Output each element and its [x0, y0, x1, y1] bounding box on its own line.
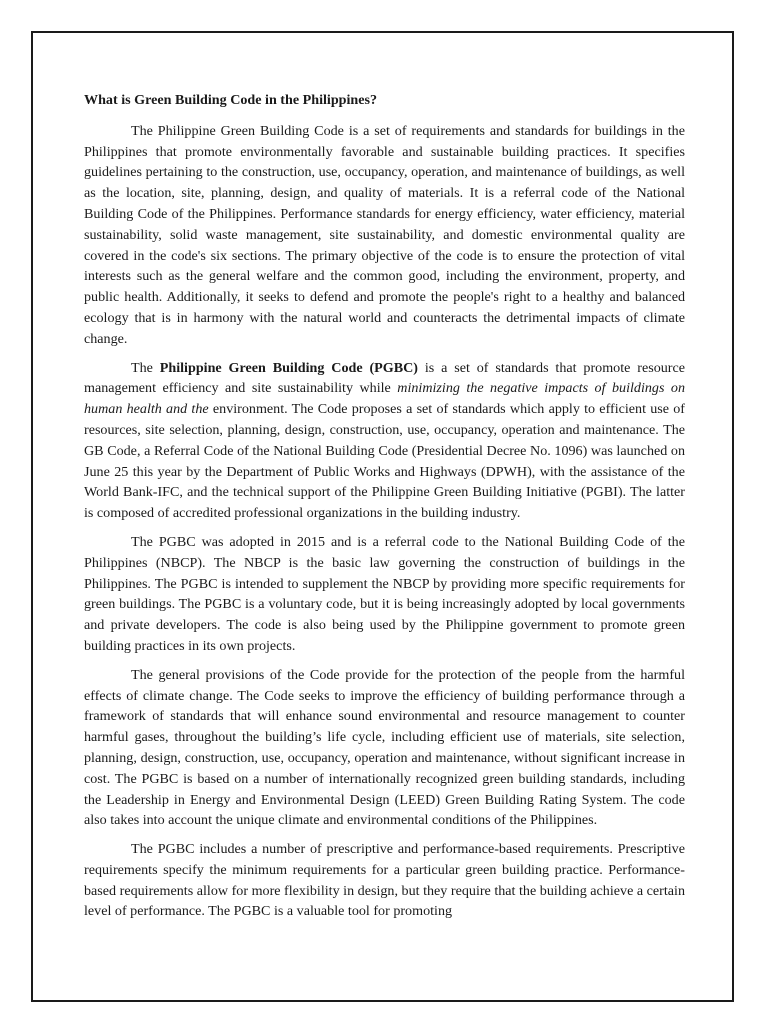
document-heading: What is Green Building Code in the Philippines? — [84, 92, 378, 108]
paragraph-2-rest: environment. The Code proposes a set of standards which apply to efficient use of resources, site selection, planning, design, construction, use, occupancy, operation and maintenance. The GB Code, a Referral Code of the National Building Code (Presidential Decree No. 1096) was launched on June 25 this year by the Department of Public Works and Highways (DPWH), with the assistance of the World Bank-IFC, and the technical support of the Philippine Green Building Initiative (PGBI). The latter is composed of accredited professional organizations in the building industry. — [84, 401, 685, 522]
paragraph-5: The PGBC includes a number of prescriptive and performance-based requirements. Prescriptive requirements specify the minimum requirements for a particular green building practice. Performance-based requirements allow for more flexibility in design, but they require that the building achieve a certain level of performance. The PGBC is a valuable tool for promoting — [84, 841, 685, 920]
paragraph-2-middle: is a set of standards that promote resource management efficiency and site sustainability while — [84, 359, 685, 397]
paragraph-2-intro: The — [131, 359, 160, 376]
pgbc-bold-term: Philippine Green Building Code (PGBC) — [159, 359, 418, 376]
paragraph-4: The general provisions of the Code provide for the protection of the people from the harmful effects of climate change. The Code seeks to improve the efficiency of building performance through a framework of standards that will enhance sound environmental and resource management to counter harmful gases, throughout the building’s life cycle, including efficient use of materials, site selection, planning, design, construction, use, occupancy, operation and maintenance, without significant increase in cost. The PGBC is based on a number of internationally recognized green building standards, including the Leadership in Energy and Environmental Design (LEED) Green Building Rating System. The code also takes into account the unique climate and environmental conditions of the Philippines. — [84, 666, 685, 829]
italic-phrase: minimizing the negative impacts of buildings on human health and the — [84, 380, 686, 418]
paragraph-2 — [84, 358, 685, 524]
paragraph-3: The PGBC was adopted in 2015 and is a referral code to the National Building Code of the Philippines (NBCP). The NBCP is the basic law governing the construction of buildings in the Philippines. The PGBC is intended to supplement the NBCP by providing more specific requirements for green buildings. The PGBC is a voluntary code, but it is being increasingly adopted by local governments and private developers. The code is also being used by the Philippine government to promote green building practices in its own projects. — [84, 533, 685, 654]
document-body — [84, 90, 685, 930]
paragraph-1: The Philippine Green Building Code is a set of requirements and standards for buildings in the Philippines that promote environmentally favorable and sustainable building practices. It specifies guidelines pertaining to the construction, use, occupancy, operation, and maintenance of buildings, as well as the location, site, planning, design, and quality of materials. It is a referral code of the National Building Code of the Philippines. Performance standards for energy efficiency, water efficiency, material sustainability, solid waste management, site sustainability, and domestic environmental quality are covered in the code's six sections. The primary objective of the code is to ensure the protection of vital interests such as the general welfare and the common good, including the environment, property, and public health. Additionally, it seeks to defend and promote the people's right to a healthy and balanced ecology that is in harmony with the natural world and counteracts the detrimental impacts of climate change. — [84, 122, 685, 347]
